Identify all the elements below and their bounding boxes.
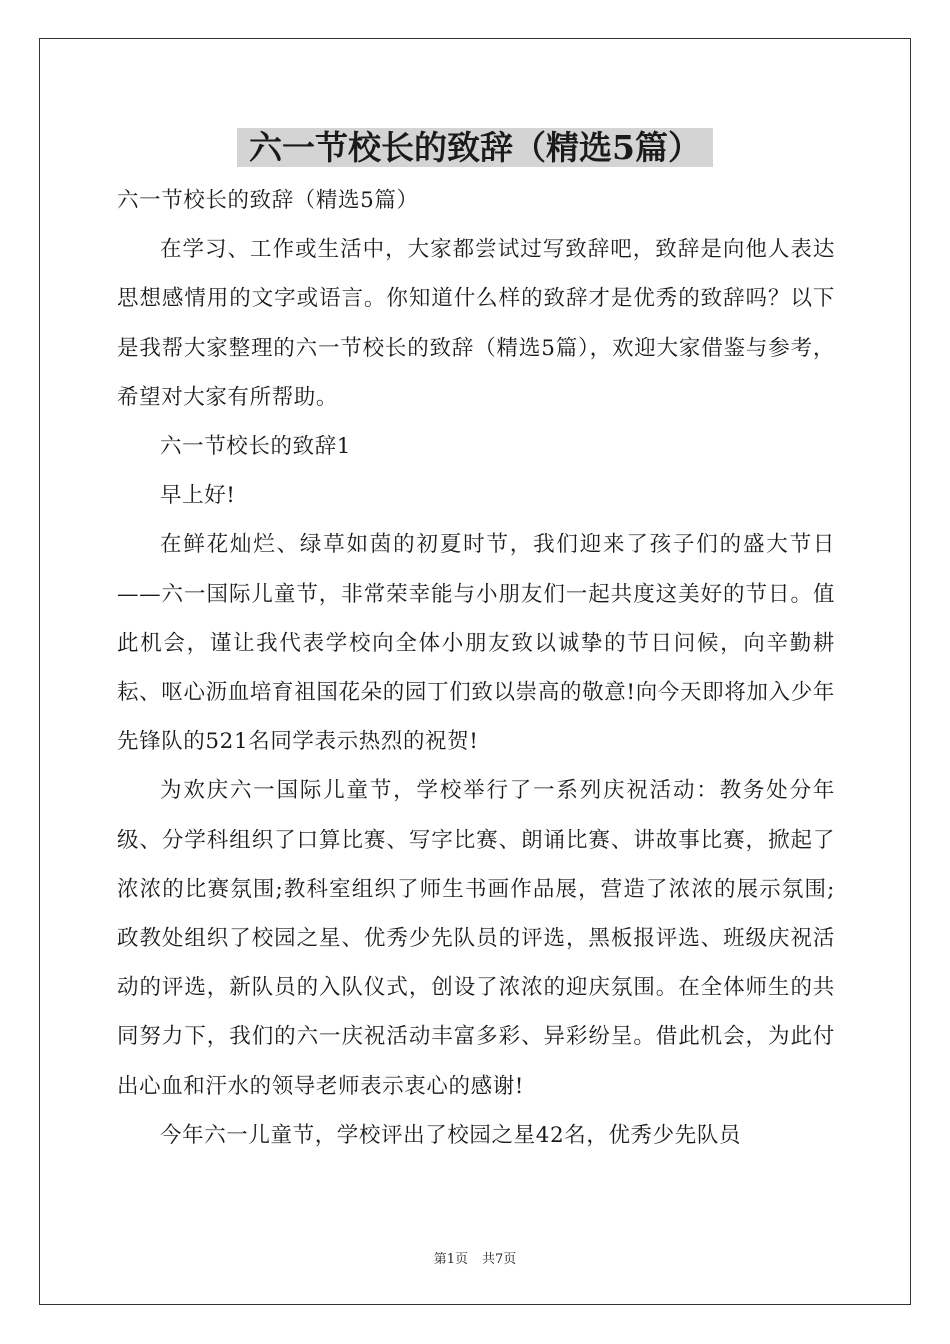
document-subtitle: 六一节校长的致辞（精选5篇） [117,188,419,213]
document-title-text: 六一节校长的致辞（精选5篇） [237,128,713,167]
page-number: 第1页 [433,1252,468,1267]
section-heading: 六一节校长的致辞1 [160,434,352,460]
page-total: 共7页 [482,1252,517,1267]
body-paragraph: 在鲜花灿烂、绿草如茵的初夏时节，我们迎来了孩子们的盛大节日——六一国际儿童节，非常荣幸能与小朋友们一起共度这美好的节日。值此机会，谨让我代表学校向全体小朋友致以诚挚的节日问候，向辛勤耕耘、呕心沥血培育祖国花朵的园丁们致以崇高的敬意!向今天即将加入少年先锋队的521名同学表示热烈的祝贺! [117,532,835,755]
body-paragraph: 今年六一儿童节，学校评出了校园之星42名，优秀少先队员 [160,1122,742,1148]
document-title [0,122,950,174]
page-footer [0,1248,950,1267]
greeting-paragraph: 早上好! [160,483,236,509]
intro-paragraph: 在学习、工作或生活中，大家都尝试过写致辞吧，致辞是向他人表达思想感情用的文字或语言。你知道什么样的致辞才是优秀的致辞吗？以下是我帮大家整理的六一节校长的致辞（精选5篇），欢迎大家借鉴与参考，希望对大家有所帮助。 [117,237,835,410]
body-paragraph: 为欢庆六一国际儿童节，学校举行了一系列庆祝活动：教务处分年级、分学科组织了口算比赛、写字比赛、朗诵比赛、讲故事比赛，掀起了浓浓的比赛氛围;教科室组织了师生书画作品展，营造了浓浓的展示氛围;政教处组织了校园之星、优秀少先队员的评选，黑板报评选、班级庆祝活动的评选，新队员的入队仪式，创设了浓浓的迎庆氛围。在全体师生的共同努力下，我们的六一庆祝活动丰富多彩、异彩纷呈。借此机会，为此付出心血和汗水的领导老师表示衷心的感谢! [117,778,835,1099]
document-body [117,176,835,1160]
